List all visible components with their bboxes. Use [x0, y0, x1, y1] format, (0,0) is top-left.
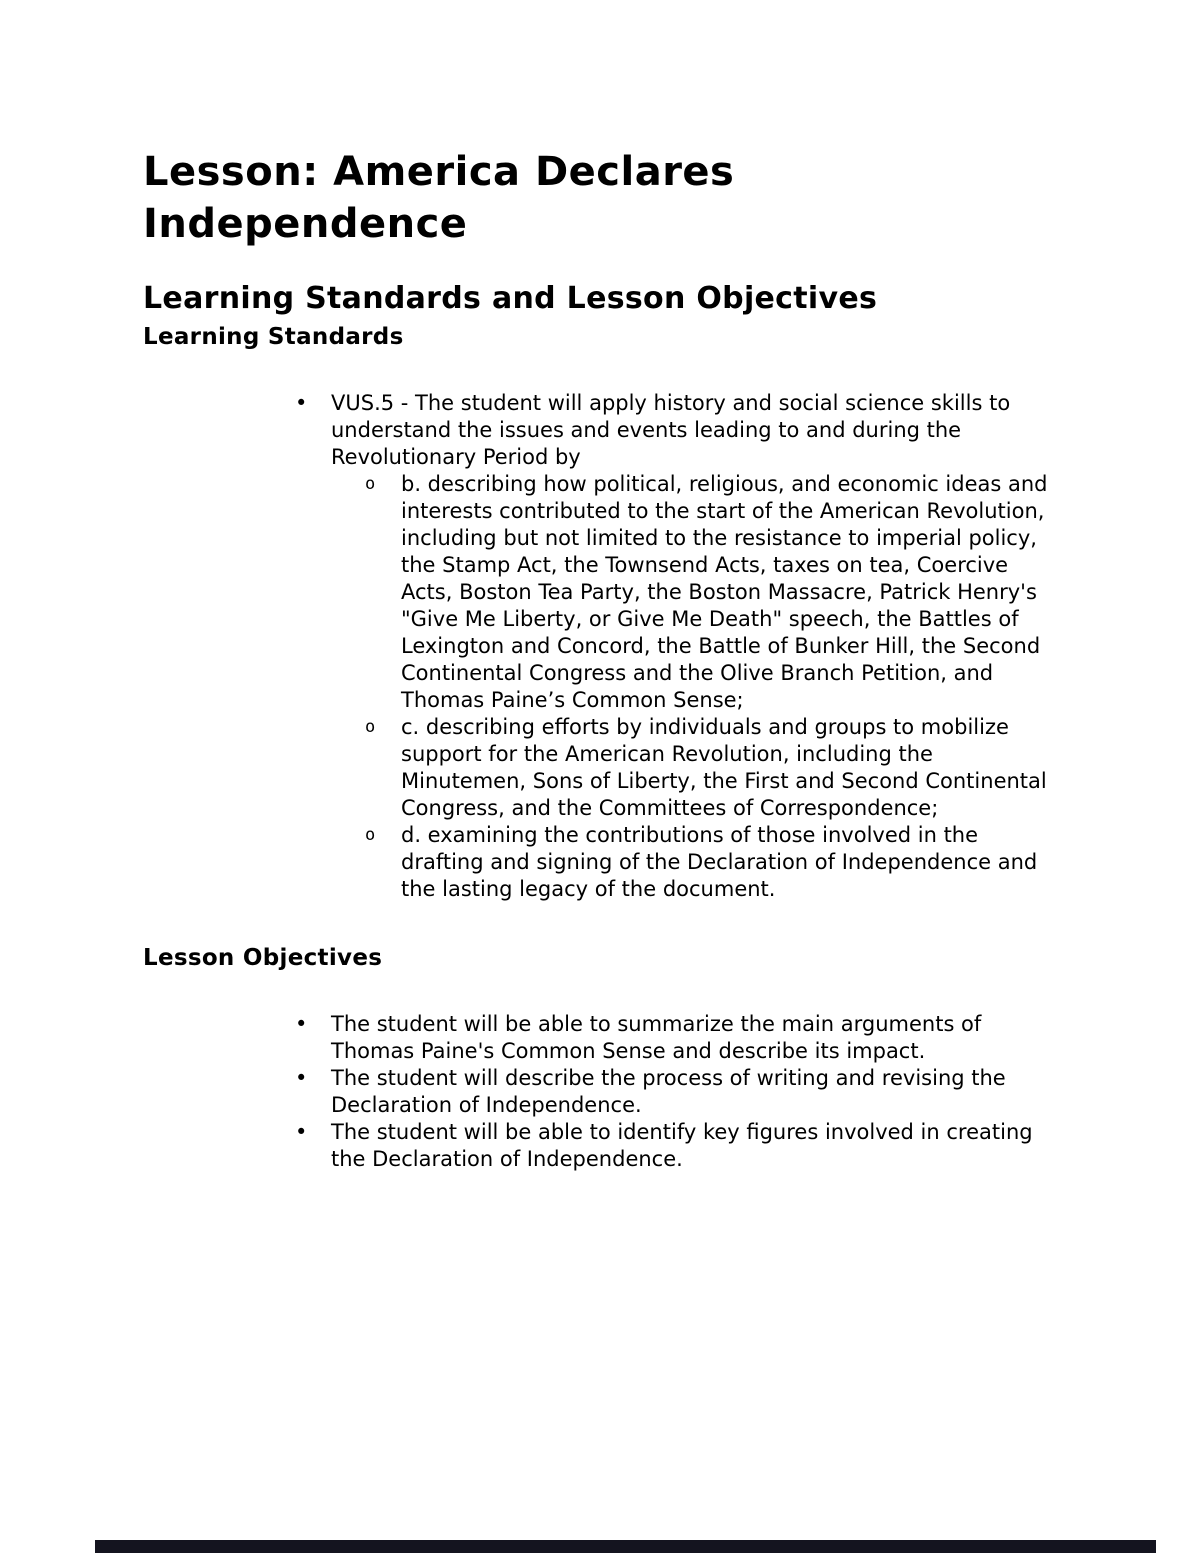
list-item [365, 714, 1062, 822]
standards-list [143, 390, 1062, 903]
list-item [295, 1065, 1062, 1119]
list-item [295, 1011, 1062, 1065]
objectives-heading: Lesson Objectives [143, 944, 383, 971]
list-item [365, 822, 1062, 903]
bullet-circle-icon: o [365, 716, 376, 737]
standard-subitem-c: c. describing efforts by individuals and groups to mobilize support for the American Revolution, including the Minutemen, Sons of Liberty, the First and Second Continental Congress, and the Committees of Correspondence; [401, 714, 1047, 820]
objective-item-2: The student will describe the process of writing and revising the Declaration of Independence. [331, 1065, 1006, 1117]
bullet-disc-icon: • [295, 1065, 308, 1090]
bullet-disc-icon: • [295, 1119, 308, 1144]
standard-subitem-d: d. examining the contributions of those involved in the drafting and signing of the Declaration of Independence and the lasting legacy of the document. [401, 822, 1038, 901]
objectives-list [143, 1011, 1062, 1173]
bullet-circle-icon: o [365, 824, 376, 845]
objective-item-1: The student will be able to summarize the main arguments of Thomas Paine's Common Sense and describe its impact. [331, 1011, 982, 1063]
bullet-disc-icon: • [295, 1011, 308, 1036]
bullet-disc-icon: • [295, 390, 308, 415]
bottom-bar [95, 1540, 1156, 1553]
list-item [295, 1119, 1062, 1173]
list-item [295, 390, 1062, 471]
standard-subitem-b: b. describing how political, religious, and economic ideas and interests contributed to the start of the American Revolution, including but not limited to the resistance to imperial policy, the Stamp Act, the Townsend Acts, taxes on tea, Coercive Acts, Boston Tea Party, the Boston Massacre, Patrick Henry's "Give Me Liberty, or Give Me Death" speech, the Battles of Lexington and Concord, the Battle of Bunker Hill, the Second Continental Congress and the Olive Branch Petition, and Thomas Paine’s Common Sense; [401, 471, 1048, 712]
standards-intro-text: VUS.5 - The student will apply history and social science skills to understand the issues and events leading to and during the Revolutionary Period by [331, 390, 1011, 469]
bullet-circle-icon: o [365, 473, 376, 494]
objective-item-3: The student will be able to identify key figures involved in creating the Declaration of Independence. [331, 1119, 1033, 1171]
page-title: Lesson: America Declares Independence [143, 149, 735, 247]
section-heading: Learning Standards and Lesson Objectives [143, 281, 878, 316]
list-item [365, 471, 1062, 714]
standards-heading: Learning Standards [143, 323, 404, 350]
